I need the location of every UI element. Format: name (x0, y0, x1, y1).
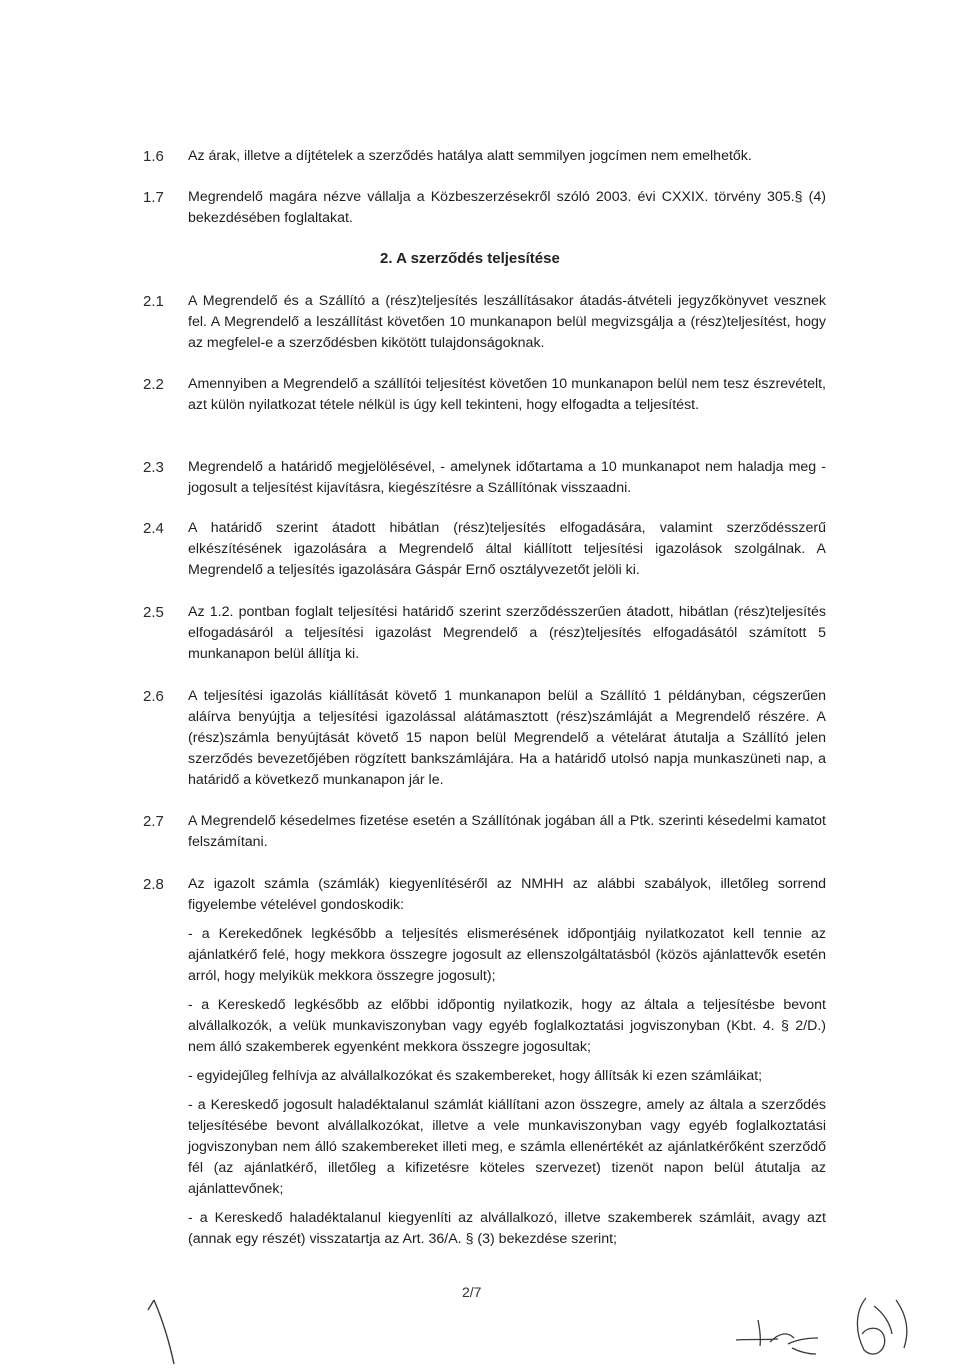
paragraph-number: 2.4 (143, 520, 164, 537)
paragraph-number: 1.7 (143, 189, 164, 206)
page-number: 2/7 (462, 1284, 482, 1300)
list-item: - a Kerekedőnek legkésőbb a teljesítés elismerésének időpontjáig nyilatkozatot kell tennie az ajánlatkérő felé, hogy mekkora összegre jogosult az ellenszolgáltatásból (közös ajánlattevők esetén arról, hogy melyikük mekkora összegre jogosult); (188, 926, 826, 984)
paragraph-text: Amennyiben a Megrendelő a szállítói teljesítést követően 10 munkanapon belül nem tesz észrevételt, azt külön nyilatkozat tétele nélkül is úgy kell tekinteni, hogy elfogadta a teljesítést. (188, 376, 826, 413)
paragraph-number: 2.1 (143, 293, 164, 310)
paragraph-text: A Megrendelő késedelmes fizetése esetén a Szállítónak jogában áll a Ptk. szerinti késedelmi kamatot felszámítani. (188, 813, 826, 850)
paragraph-number: 2.3 (143, 459, 164, 476)
paragraph-text: Az árak, illetve a díjtételek a szerződés hatálya alatt semmilyen jogcímen nem emelhetők. (188, 148, 752, 164)
paragraph-number: 1.6 (143, 148, 164, 165)
paragraph-text: A teljesítési igazolás kiállítását követő 1 munkanapon belül a Szállító 1 példányban, cégszerűen aláírva benyújtja a teljesítési igazolással alátámasztott (rész)számláját a Megrendelő részére. A (rész)számla benyújtását követő 15 napon belül Megrendelő a vételárat átutalja a Szállító jelen szerződés bevezetőjében rögzített bankszámlájára. Ha a határidő utolsó napja munkaszüneti nap, a határidő a következő munkanapon jár le. (188, 688, 826, 788)
handwritten-initial-mark (140, 1288, 200, 1368)
list-item: - a Kereskedő jogosult haladéktalanul számlát kiállítani azon összegre, amely az általa a szerződés teljesítésébe bevont alvállalkozókat, illetve a vele munkaviszonyban vagy egyéb foglalkoztatási jogviszonyban nem álló szakembereket illeti meg, e számla ellenértékét az ajánlatkérőként szerződő fél (az ajánlatkérő, illetőleg a kifizetésre köteles szervezet) tizenöt napon belül átutalja az ajánlattevőnek; (188, 1097, 826, 1197)
paragraph-number: 2.2 (143, 376, 164, 393)
handwritten-signature (730, 1310, 825, 1360)
list-item: - a Kereskedő haladéktalanul kiegyenlíti az alvállalkozó, illetve szakemberek számláit, avagy azt (annak egy részét) visszatartja az Art. 36/A. § (3) bekezdése szerint; (188, 1210, 826, 1247)
list-item: - egyidejűleg felhívja az alvállalkozókat és szakembereket, hogy állítsák ki ezen számláikat; (188, 1068, 763, 1084)
section-heading: 2. A szerződés teljesítése (380, 250, 560, 267)
paragraph-text: Megrendelő magára nézve vállalja a Közbeszerzésekről szóló 2003. évi CXXIX. törvény 305.§ (4) bekezdésében foglaltakat. (188, 189, 826, 226)
paragraph-number: 2.8 (143, 876, 164, 893)
paragraph-number: 2.6 (143, 688, 164, 705)
paragraph-text: Az igazolt számla (számlák) kiegyenlítéséről az NMHH az alábbi szabályok, illetőleg sorrend figyelembe vételével gondoskodik: (188, 876, 826, 913)
handwritten-initials (840, 1290, 920, 1362)
paragraph-number: 2.7 (143, 813, 164, 830)
paragraph-number: 2.5 (143, 604, 164, 621)
paragraph-text: A Megrendelő és a Szállító a (rész)teljesítés leszállításakor átadás-átvételi jegyzőkönyvet vesznek fel. A Megrendelő a leszállítást követően 10 munkanapon belül megvizsgálja a (rész)teljesítést, hogy az megfelel-e a szerződésben kikötött tulajdonságoknak. (188, 293, 826, 351)
list-item: - a Kereskedő legkésőbb az előbbi időpontig nyilatkozik, hogy az általa a teljesítésbe bevont alvállalkozók, a velük munkaviszonyban vagy egyéb foglalkoztatási jogviszonyban (Kbt. 4. § 2/D.) nem álló szakemberek egyenként mekkora összegre jogosultak; (188, 997, 826, 1055)
paragraph-2-8-body (188, 874, 826, 1250)
paragraph-text: Az 1.2. pontban foglalt teljesítési határidő szerint szerződésszerűen átadott, hibátlan (rész)teljesítés elfogadásáról a teljesítési igazolást Megrendelő a (rész)teljesítés elfogadásától számított 5 munkanapon belül állítja ki. (188, 604, 826, 662)
paragraph-text: A határidő szerint átadott hibátlan (rész)teljesítés elfogadására, valamint szerződésszerű elkészítésének igazolására a Megrendelő által kiállított teljesítési igazolások szolgálnak. A Megrendelő a teljesítés igazolására Gáspár Ernő osztályvezetőt jelöli ki. (188, 520, 826, 578)
paragraph-text: Megrendelő a határidő megjelölésével, - amelynek időtartama a 10 munkanapot nem haladja meg - jogosult a teljesítést kijavításra, kiegészítésre a Szállítónak visszaadni. (188, 459, 826, 496)
